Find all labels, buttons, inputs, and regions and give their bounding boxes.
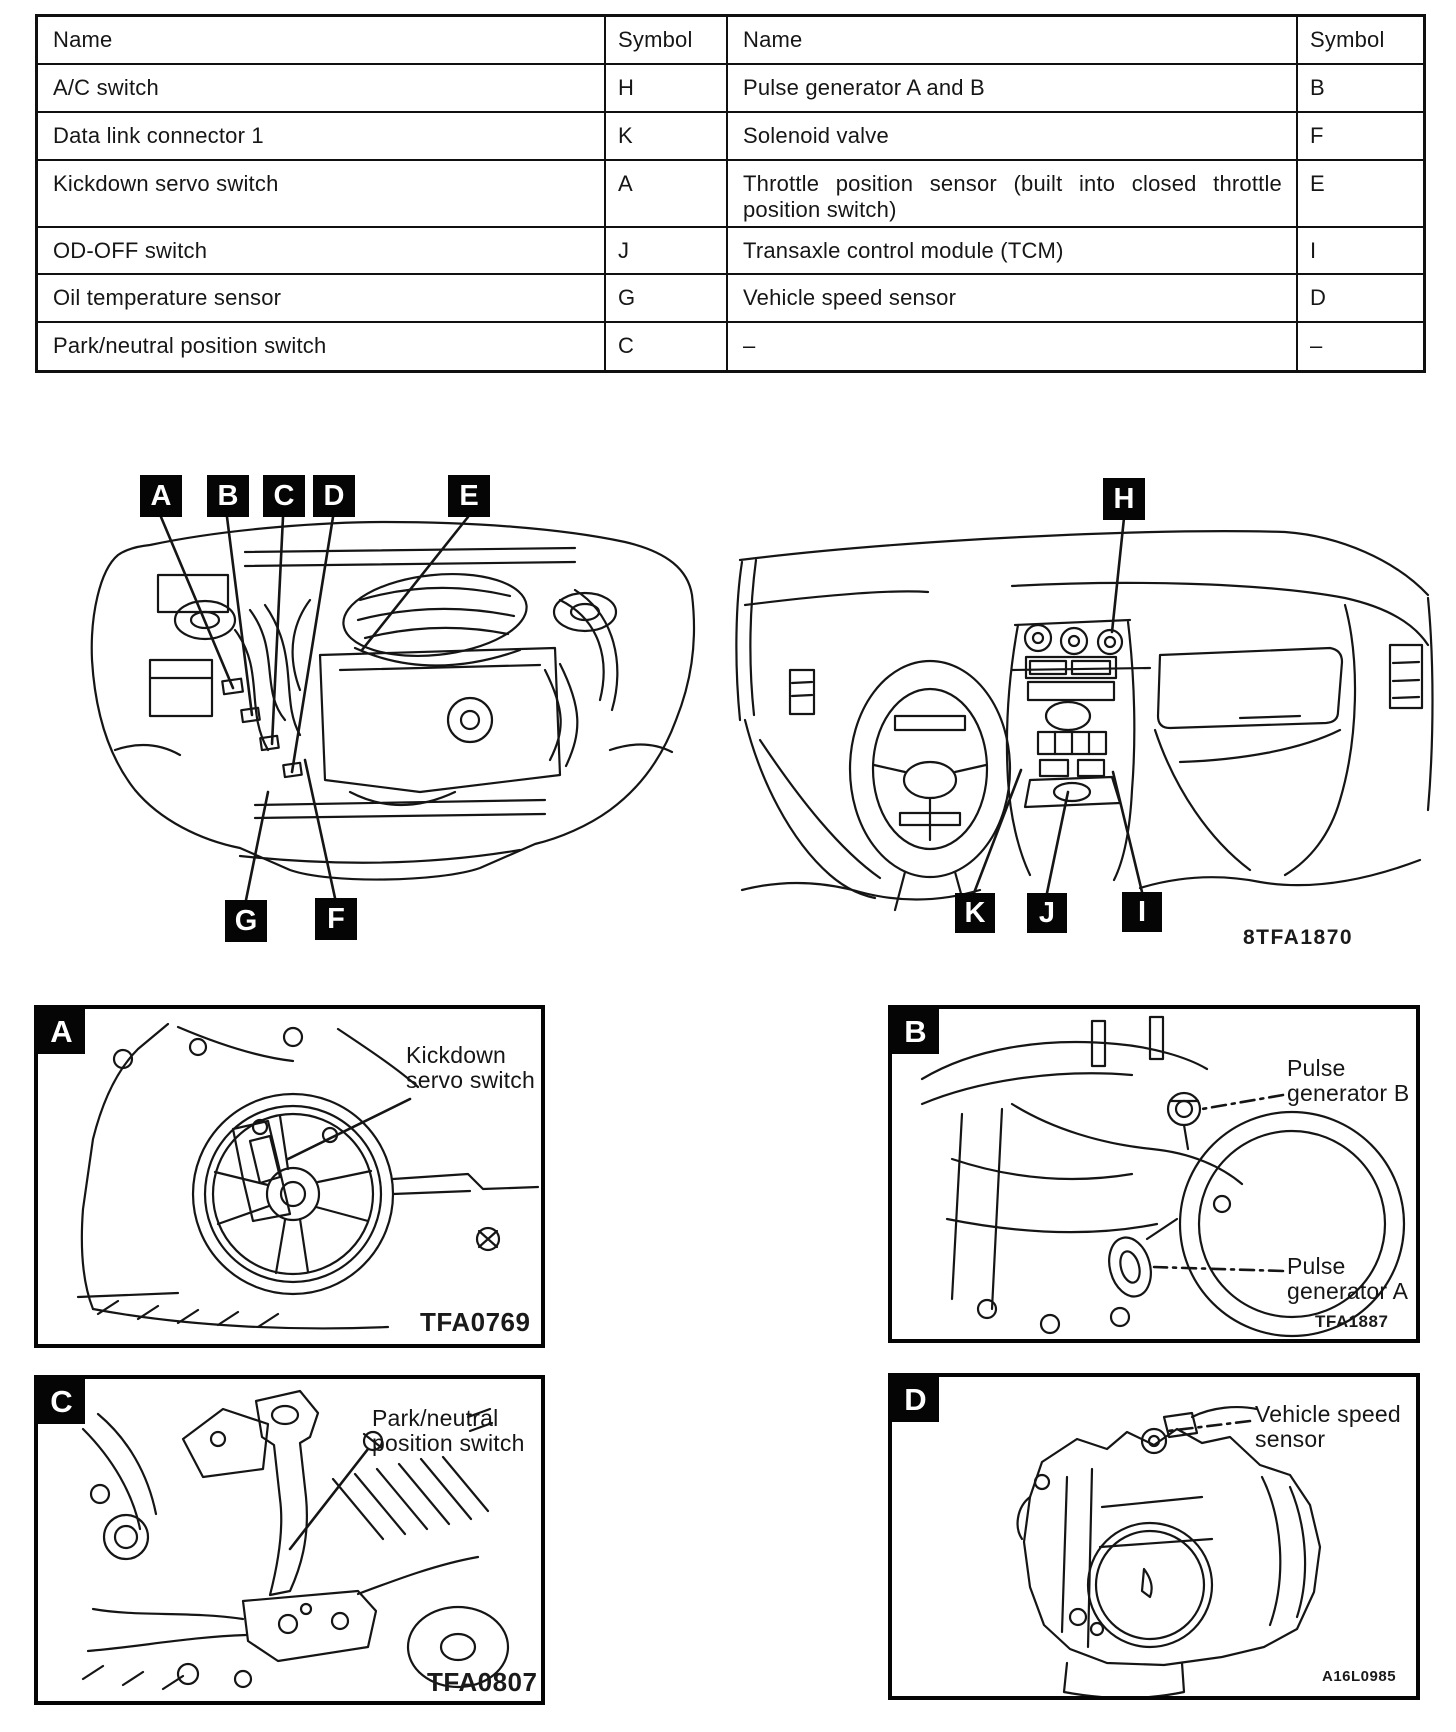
table-cell: I xyxy=(1298,228,1423,275)
table-cell: J xyxy=(606,228,728,275)
figure-code-panel-b: TFA1887 xyxy=(1315,1312,1389,1331)
callout-label-i: I xyxy=(1122,892,1162,932)
detail-panel-b xyxy=(888,1005,1420,1343)
table-header-symbol-2: Symbol xyxy=(1298,17,1423,65)
callout-label-b: B xyxy=(207,475,249,517)
table-cell: Transaxle control module (TCM) xyxy=(728,228,1298,275)
figure-code-panel-c: TFA0807 xyxy=(427,1667,538,1697)
table-cell: Pulse generator A and B xyxy=(728,65,1298,113)
panel-label-d: D xyxy=(892,1377,939,1422)
table-cell: OD-OFF switch xyxy=(38,228,606,275)
figure-code-panel-a: TFA0769 xyxy=(420,1307,531,1337)
dashboard-illustration xyxy=(736,531,1432,910)
table-cell: A/C switch xyxy=(38,65,606,113)
table-cell: Kickdown servo switch xyxy=(38,161,606,228)
detail-panel-d xyxy=(888,1373,1420,1700)
callout-label-a: A xyxy=(140,475,182,517)
panel-label-c: C xyxy=(38,1379,85,1424)
callout-kickdown-servo-switch: Kickdown servo switch xyxy=(406,1042,535,1094)
callout-vehicle-speed-sensor: Vehicle speed sensor xyxy=(1255,1401,1401,1453)
callout-label-k: K xyxy=(955,893,995,933)
callout-park-neutral-position-switch: Park/neutral position switch xyxy=(372,1405,525,1457)
panel-label-b: B xyxy=(892,1009,939,1054)
table-cell: – xyxy=(728,323,1298,370)
table-cell: B xyxy=(1298,65,1423,113)
callout-label-j: J xyxy=(1027,893,1067,933)
callout-pulse-generator-b: Pulse generator B xyxy=(1287,1055,1410,1107)
callout-label-d: D xyxy=(313,475,355,517)
callout-label-g: G xyxy=(225,900,267,942)
table-cell: E xyxy=(1298,161,1423,228)
table-cell: D xyxy=(1298,275,1423,323)
table-cell: Vehicle speed sensor xyxy=(728,275,1298,323)
table-cell: Throttle position sensor (built into closed throttle position switch) xyxy=(728,161,1298,228)
table-cell: Oil temperature sensor xyxy=(38,275,606,323)
engine-bay-illustration xyxy=(92,522,694,880)
table-cell: Solenoid valve xyxy=(728,113,1298,161)
callout-label-h: H xyxy=(1103,478,1145,520)
figure-code-panel-d: A16L0985 xyxy=(1322,1668,1397,1685)
callout-label-c: C xyxy=(263,475,305,517)
callout-label-e: E xyxy=(448,475,490,517)
panel-label-a: A xyxy=(38,1009,85,1054)
table-header-name-1: Name xyxy=(38,17,606,65)
table-header-name-2: Name xyxy=(728,17,1298,65)
table-cell: G xyxy=(606,275,728,323)
component-symbol-table xyxy=(35,14,1426,373)
table-cell: Data link connector 1 xyxy=(38,113,606,161)
table-cell: H xyxy=(606,65,728,113)
figure-code-overview: 8TFA1870 xyxy=(1243,926,1354,949)
callout-pulse-generator-a: Pulse generator A xyxy=(1287,1253,1409,1305)
table-cell: C xyxy=(606,323,728,370)
table-cell: Park/neutral position switch xyxy=(38,323,606,370)
table-cell: F xyxy=(1298,113,1423,161)
detail-panel-a xyxy=(34,1005,545,1348)
table-header-symbol-1: Symbol xyxy=(606,17,728,65)
table-cell: K xyxy=(606,113,728,161)
callout-label-f: F xyxy=(315,898,357,940)
table-cell: – xyxy=(1310,333,1323,358)
detail-panel-c xyxy=(34,1375,545,1705)
callout-leader-lines xyxy=(161,517,1142,900)
table-cell: A xyxy=(606,161,728,228)
